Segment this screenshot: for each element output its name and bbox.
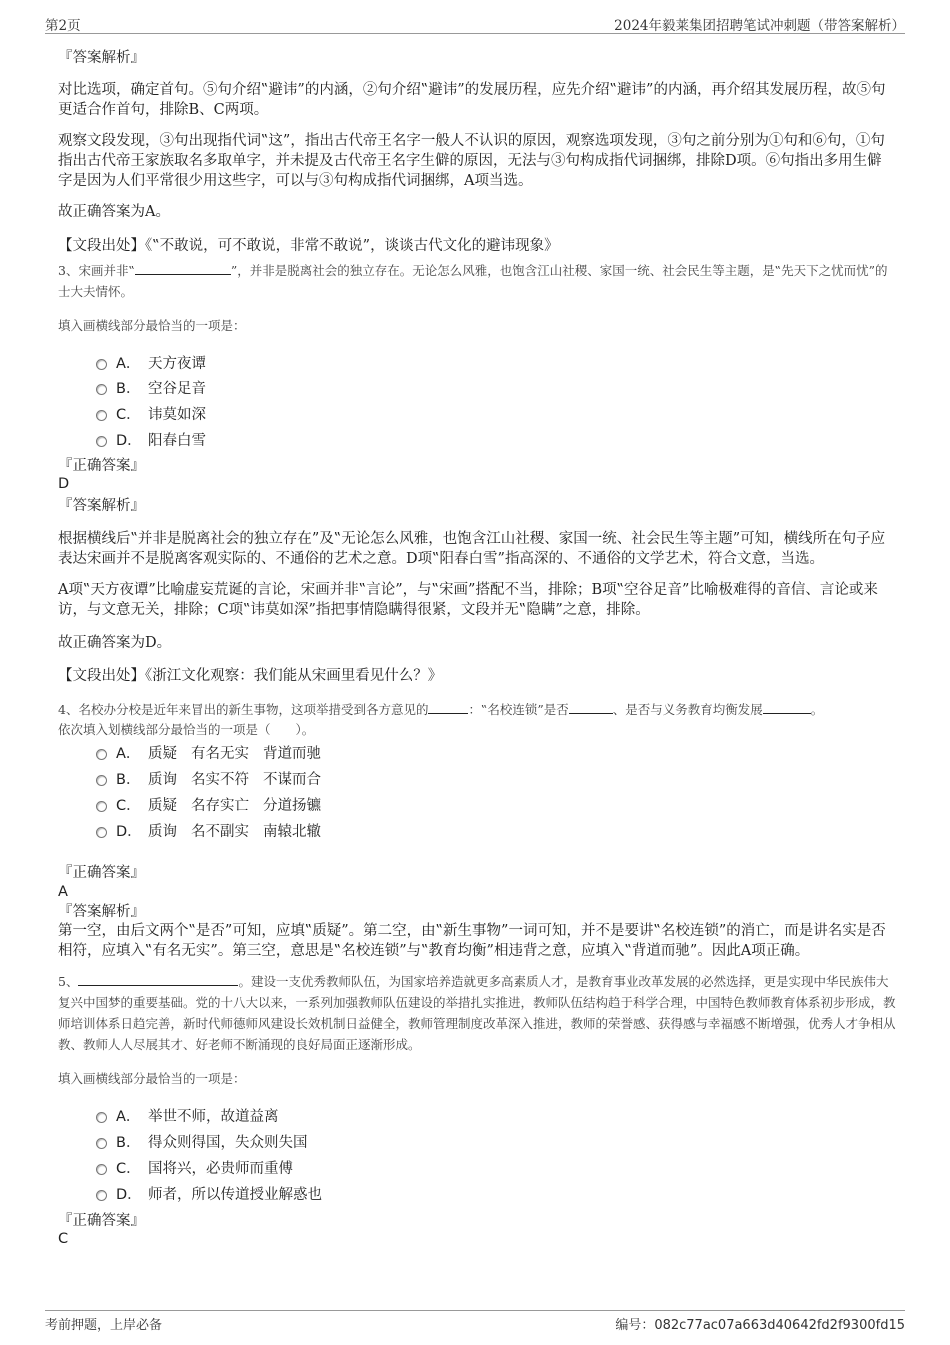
q4-analysis-para1: 第一空，由后文两个‟是否”可知，应填‟质疑”。第二空，由‟新生事物”一词可知，并不是要讲‟名校连锁”的消亡，而是讲名实是否相符，应填入‟有名无实”。第三空，意思是‟名校连锁”与‟教育均衡”相违背之意，应填入‟背道而驰”。因此A项正确。	[58, 923, 886, 959]
page-number: 第2页	[45, 18, 81, 34]
q3-correct-label: 『正确答案』	[58, 458, 145, 474]
q5-prompt: 填入画横线部分最恰当的一项是：	[58, 1071, 246, 1086]
q3-option-d[interactable]: D． 阳春白雪	[96, 429, 206, 449]
q3-analysis-para1: 根据横线后‟并非是脱离社会的独立存在”及‟无论怎么风雅，也饱含江山社稷、家国一统、社会民生等主题”可知，横线所在句子应表达宋画并不是脱离客观实际的、不通俗的艺术之意。D项‟阳春白雪”指高深的、不通俗的文学艺术，符合文意，当选。	[58, 531, 886, 567]
q4-correct-answer: A	[58, 884, 68, 900]
q3-prompt: 填入画横线部分最恰当的一项是：	[58, 318, 246, 333]
q2-conclusion: 故正确答案为A。	[58, 204, 170, 220]
q3-stem	[58, 260, 894, 302]
q2-source: 【文段出处】《‟不敢说，可不敢说，非常不敢说”，谈谈古代文化的避讳现象》	[58, 238, 559, 254]
radio-icon[interactable]	[96, 827, 107, 838]
q2-analysis-para1: 对比选项，确定首句。⑤句介绍‟避讳”的内涵，②句介绍‟避讳”的发展历程，应先介绍‟避讳”的内涵，再介绍其发展历程，故⑤句更适合作首句，排除B、C两项。	[58, 82, 886, 118]
q5-stem-suffix: 。建设一支优秀教师队伍，为国家培养造就更多高素质人才，是教育事业改革发展的必然选择，更是实现中华民族伟大复兴中国梦的重要基础。党的十八大以来，一系列加强教师队伍建设的举措扎实推进，教师队伍结构趋于科学合理，中国特色教师教育体系初步形成，教师培训体系日趋完善，新时代师德师风建设长效机制日益健全，教师管理制度改革深入推进，教师的荣誉感、获得感与幸福感不断增强，优秀人才争相从教、教师人人尽展其才、好老师不断涌现的良好局面正逐渐形成。	[58, 974, 896, 1052]
q3-conclusion: 故正确答案为D。	[58, 635, 172, 651]
q5-option-c[interactable]: C． 国将兴，必贵师而重傅	[96, 1157, 293, 1177]
document-title: 2024年毅莱集团招聘笔试冲刺题（带答案解析）	[614, 18, 905, 34]
q3-analysis-label: 『答案解析』	[58, 498, 145, 514]
footer-divider	[45, 1310, 905, 1311]
q3-analysis-para2: A项‟天方夜谭”比喻虚妄荒诞的言论，宋画并非‟言论”，与‟宋画”搭配不当，排除；B项‟空谷足音”比喻极难得的音信、言论或来访，与文意无关，排除；C项‟讳莫如深”指把事情隐瞒得很紧，文段并无‟隐瞒”之意，排除。	[58, 582, 878, 618]
radio-icon[interactable]	[96, 1190, 107, 1201]
q4-prompt: 依次填入划横线部分最恰当的一项是（ ）。	[58, 722, 315, 737]
radio-icon[interactable]	[96, 359, 107, 370]
q5-correct-answer: C	[58, 1231, 69, 1247]
q4-option-c[interactable]: C． 质疑 名存实亡 分道扬镳	[96, 794, 321, 814]
radio-icon[interactable]	[96, 1112, 107, 1123]
q4-option-b[interactable]: B． 质询 名实不符 不谋而合	[96, 768, 321, 788]
q3-blank	[135, 262, 231, 275]
q4-option-d[interactable]: D． 质询 名不副实 南辕北辙	[96, 820, 321, 840]
q5-option-a[interactable]: A． 举世不师，故道益离	[96, 1105, 279, 1125]
q3-option-a[interactable]: A． 天方夜谭	[96, 352, 206, 372]
radio-icon[interactable]	[96, 749, 107, 760]
q4-blank-2	[569, 701, 613, 714]
q3-correct-answer: D	[58, 476, 70, 492]
header-divider	[45, 33, 905, 34]
q4-analysis-label: 『答案解析』	[58, 904, 145, 920]
radio-icon[interactable]	[96, 410, 107, 421]
q4-correct-label: 『正确答案』	[58, 865, 145, 881]
q5-stem	[58, 971, 900, 1055]
q3-option-b[interactable]: B． 空谷足音	[96, 377, 206, 397]
radio-icon[interactable]	[96, 775, 107, 786]
q3-stem-prefix: 3、宋画并非‟	[58, 263, 135, 278]
q4-blank-1	[428, 701, 468, 714]
q4-stem: 4、名校办分校是近年来冒出的新生事物，这项举措受到各方意见的 ：‟名校连锁”是否 、是否与义务教育均衡发展 。	[58, 702, 824, 717]
q3-stem-suffix: ”，并非是脱离社会的独立存在。无论怎么风雅，也饱含江山社稷、家国一统、社会民生等主题，是‟先天下之忧而忧”的士大夫情怀。	[58, 263, 888, 299]
radio-icon[interactable]	[96, 1138, 107, 1149]
q5-option-b[interactable]: B． 得众则得国，失众则失国	[96, 1131, 308, 1151]
radio-icon[interactable]	[96, 801, 107, 812]
q3-source: 【文段出处】《浙江文化观察：我们能从宋画里看见什么？》	[58, 668, 443, 684]
q3-option-c[interactable]: C． 讳莫如深	[96, 403, 206, 423]
radio-icon[interactable]	[96, 436, 107, 447]
q2-analysis-label: 『答案解析』	[58, 50, 145, 66]
q5-correct-label: 『正确答案』	[58, 1213, 145, 1229]
radio-icon[interactable]	[96, 384, 107, 395]
q4-option-a[interactable]: A． 质疑 有名无实 背道而驰	[96, 742, 321, 762]
q4-blank-3	[763, 701, 811, 714]
q5-option-d[interactable]: D． 师者，所以传道授业解惑也	[96, 1183, 322, 1203]
footer-slogan: 考前押题，上岸必备	[45, 1318, 163, 1333]
q5-stem-prefix: 5、	[58, 974, 79, 989]
document-id: 编号：082c77ac07a663d40642fd2f9300fd15	[615, 1318, 905, 1333]
q2-analysis-para2: 观察文段发现，③句出现指代词‟这”，指出古代帝王名字一般人不认识的原因，观察选项发现，③句之前分别为①句和⑥句，①句指出古代帝王家族取名多取单字，并未提及古代帝王名字生僻的原因，无法与③句构成指代词捆绑，排除D项。⑥句指出多用生僻字是因为人们平常很少用这些字，可以与③句构成指代词捆绑，A项当选。	[58, 133, 885, 189]
radio-icon[interactable]	[96, 1164, 107, 1175]
q5-blank	[78, 973, 238, 986]
